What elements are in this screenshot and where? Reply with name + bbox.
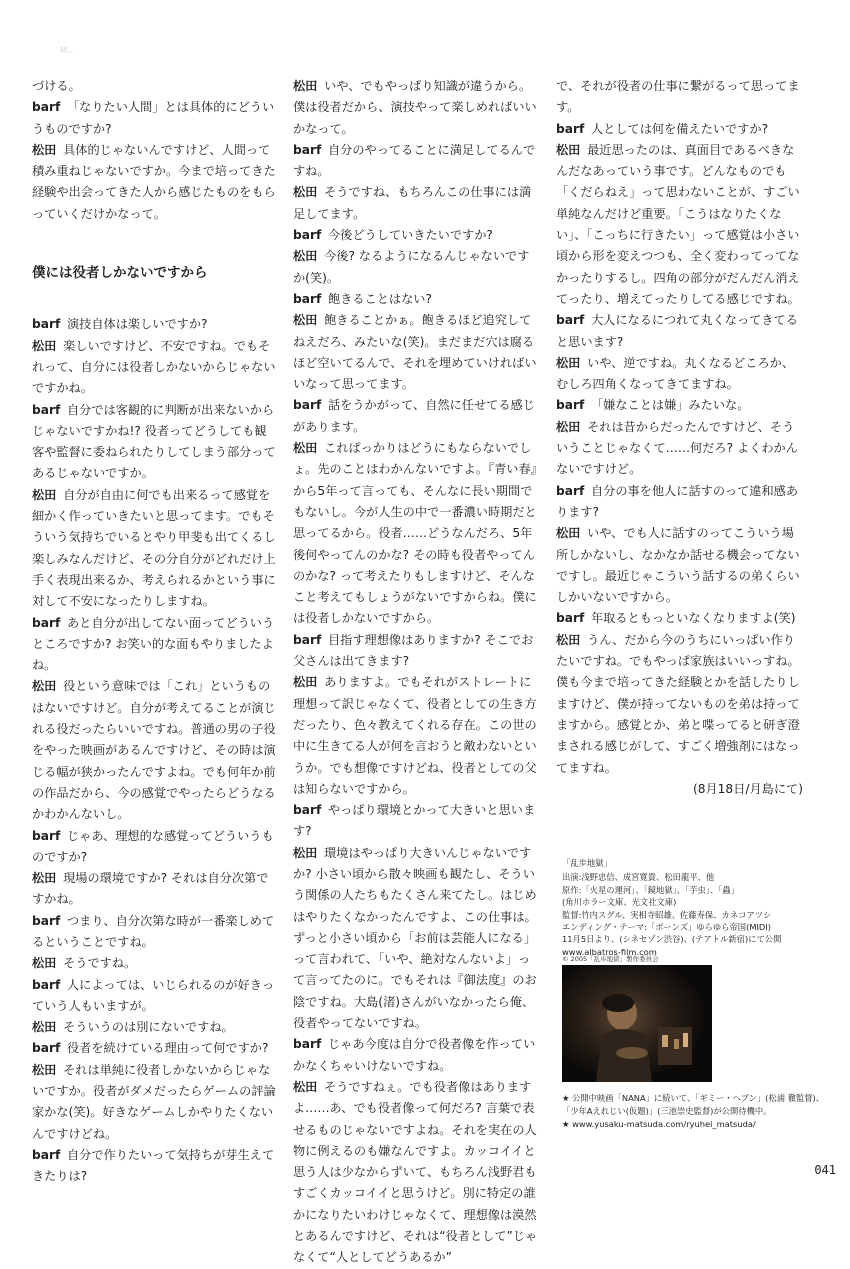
- dialogue-text: そうですね、もちろんこの仕事には満足してます。: [293, 185, 532, 221]
- paragraph: [556, 310, 803, 353]
- dialogue-text: そうですね。: [63, 956, 137, 971]
- info-link[interactable]: ★ www.yusaku-matsuda.com/ryuhei_matsuda/: [562, 1118, 756, 1129]
- paragraph: [293, 289, 540, 310]
- paragraph: [556, 140, 803, 310]
- paragraph: [32, 953, 278, 974]
- speaker-label: 松田: [556, 526, 581, 541]
- paragraph: [32, 826, 278, 869]
- speaker-label: barf: [32, 100, 61, 115]
- paragraph: [293, 1077, 540, 1269]
- speaker-label: barf: [293, 803, 322, 818]
- paragraph: [32, 140, 278, 225]
- paragraph: [556, 417, 803, 481]
- paragraph: [32, 975, 278, 1018]
- speaker-label: barf: [556, 313, 585, 328]
- paragraph: [32, 485, 278, 613]
- speaker-label: barf: [32, 615, 61, 630]
- speaker-label: barf: [293, 228, 322, 243]
- dialogue-text: それは昔からだったんですけど、そういうことじゃなくて……何だろ? よくわかんないですけど。: [556, 419, 798, 477]
- paragraph: [293, 225, 540, 246]
- dialogue-text: づける。: [32, 79, 81, 93]
- dialogue-text: これぱっかりはどうにもならないでしょ。先のことはわかんないですよ。『青い春』から5年って言っても、そんなに長い期間でもないし。今が人生の中で一番濃い時期だと思ってるから。役者……どうなんだろ、5年後何やってんのかな? その時も役者やってんのかな? って考えたりもしますけど、そんなこと考えてもしょうがないですからね。僕には役者しかないですから。: [293, 441, 537, 626]
- paragraph: [293, 672, 540, 800]
- speaker-label: 松田: [556, 632, 581, 647]
- credit-line: (角川ホラー文庫、光文社文庫): [562, 897, 677, 908]
- paragraph: [293, 246, 540, 289]
- dialogue-text: 環境はやっぱり大きいんじゃないですか? 小さい頃から散々映画も観たし、そういう関係の人たちもたくさん来てたし。はじめはやりたくなかったんですよ、この仕事は。ずっと小さい頃から「お前は芸能人になる」って言われて、「いや、絶対なんないよ」って言ってたのに。でもそれは『御法度』のお陰ですね。大島(渚)さんがいなかったら俺、役者やってないですね。: [293, 845, 537, 1031]
- credit-link[interactable]: www.albatros-film.com: [562, 946, 657, 957]
- film-credits: [562, 857, 832, 958]
- article-column-1: [32, 76, 278, 1188]
- film-still-photo: [562, 965, 712, 1082]
- paragraph: [556, 395, 803, 416]
- speaker-label: barf: [32, 913, 61, 928]
- speaker-label: barf: [32, 1147, 61, 1162]
- paragraph: [32, 613, 278, 677]
- speaker-label: 松田: [293, 675, 318, 690]
- paragraph: [556, 353, 803, 396]
- speaker-label: barf: [293, 398, 322, 413]
- speaker-label: 松田: [556, 142, 581, 157]
- speaker-label: 松田: [32, 338, 57, 353]
- interview-signoff: (8月18日/月島にて): [692, 781, 803, 796]
- speaker-label: 松田: [32, 487, 57, 502]
- dialogue-text: 具体的じゃないんですけど、人間って積み重ねじゃないですか。今まで培ってきた経験や出会ってきた人から感じたものをもらっていくだけかなって。: [32, 142, 276, 221]
- paragraph: [556, 76, 803, 119]
- dialogue-text: 大人になるにつれて丸くなってきてると思います?: [556, 313, 798, 349]
- speaker-label: barf: [556, 611, 585, 626]
- dialogue-text: うん、だから今のうちにいっぱい作りたいですね。でもやっぱ家族はいいっすね。僕も今まで培ってきた経験とかを話したりしますけど、僕が持ってないものを弟は持ってますから。感覚とか、弟と喋ってると研ぎ澄まされる感じがして、すごく増強剤にはなってますね。: [556, 632, 800, 775]
- speaker-label: 松田: [293, 185, 318, 200]
- speaker-label: 松田: [293, 441, 318, 456]
- film-still-illustration: [562, 965, 712, 1082]
- credit-line: エンディング・テーマ:「ボーンズ」ゆらゆら帝国(MIDI): [562, 922, 771, 933]
- credit-line: 11月5日より、(シネセゾン渋谷)、(テアトル新宿)にて公開: [562, 934, 782, 945]
- paragraph: [32, 676, 278, 825]
- dialogue-text: 自分のやってることに満足してるんですね。: [293, 142, 536, 179]
- paragraph: [556, 608, 803, 629]
- paragraph: [32, 336, 278, 400]
- dialogue-text: 年取るともっといなくなりますよ(笑): [590, 611, 796, 626]
- speaker-label: barf: [293, 291, 322, 306]
- film-title: 「乱歩地獄」: [562, 858, 612, 868]
- dialogue-text: 役者を続けている理由って何ですか?: [66, 1041, 269, 1056]
- paragraph: [293, 843, 540, 1035]
- dialogue-text: 演技自体は楽しいですか?: [66, 317, 208, 332]
- credit-line: 監督:竹内スグル、実相寺昭雄、佐藤寿保、カネコアツシ: [562, 909, 772, 920]
- speaker-label: 松田: [32, 1020, 57, 1035]
- speaker-label: 松田: [293, 845, 318, 860]
- dialogue-text: あと自分が出してない面ってどういうところですか? お笑い的な面もやりましたよね。: [32, 615, 275, 673]
- dialogue-text: いや、でも人に話すのってこういう場所しかないし、なかなか話せる機会ってないですし。最近じゃこういう話するの弟くらいしかいないですから。: [556, 526, 800, 605]
- paragraph: [32, 868, 278, 911]
- speaker-label: barf: [293, 1037, 322, 1052]
- article-column-3: [556, 76, 803, 800]
- speaker-label: barf: [556, 483, 585, 498]
- dialogue-text: 人によっては、いじられるのが好きっていう人もいますが。: [32, 977, 275, 1013]
- page-number: 041: [814, 1163, 836, 1177]
- paragraph: [293, 310, 540, 395]
- dialogue-text: いや、でもやっぱり知識が違うから。僕は役者だから、演技やって楽しめればいいかなって。: [293, 79, 537, 136]
- speaker-label: barf: [556, 398, 585, 413]
- paragraph: [293, 140, 540, 183]
- speaker-label: barf: [293, 142, 322, 157]
- dialogue-text: 人としては何を備えたいですか?: [590, 121, 769, 136]
- dialogue-text: それは単純に役者しかないからじゃないですか。役者がダメだったらゲームの評論家かな(笑)。好きなゲームしかやりたくないんですけどね。: [32, 1062, 276, 1141]
- paragraph: [32, 1060, 278, 1145]
- paragraph: [32, 400, 278, 485]
- faint-mark: M…: [60, 46, 75, 55]
- dialogue-text: 自分が自由に何でも出来るって感覚を細かく作っていきたいと思ってます。でもそういう気持ちでいるとやり甲斐も出てくるし楽しみなんだけど、その分自分がどれだけ上手く表現出来るか、考えられるかという事に対して不安になったりしますね。: [32, 487, 276, 609]
- dialogue-text: 話をうかがって、自然に任せてる感じがあります。: [293, 398, 535, 434]
- info-note: ★ 公開中映画「NANA」に続いて、「ギミー・ヘブン」(松浦 徹監督)、「少年Aえれじい(仮題)」(三池崇史監督)が公開待機中。: [562, 1093, 825, 1116]
- paragraph: [32, 1017, 278, 1038]
- paragraph: [32, 97, 278, 140]
- speaker-label: barf: [32, 977, 61, 992]
- paragraph: [556, 481, 803, 524]
- dialogue-text: 現場の環境ですか? それは自分次第ですかね。: [32, 871, 269, 907]
- speaker-label: 松田: [32, 871, 57, 886]
- paragraph: [32, 911, 278, 954]
- speaker-label: barf: [32, 402, 61, 417]
- paragraph: [293, 1034, 540, 1077]
- dialogue-text: じゃあ、理想的な感覚ってどういうものですか?: [32, 828, 274, 864]
- credit-line: 出演:浅野忠信、成宮寛貴、松田龍平、他: [562, 872, 715, 883]
- dialogue-text: 「嫌なことは嫌」みたいな。: [590, 398, 750, 413]
- speaker-label: 松田: [32, 142, 57, 157]
- dialogue-text: 目指す理想像はありますか? そこでお父さんは出てきます?: [293, 632, 534, 669]
- credit-line: 原作:「火星の運河」、「鏡地獄」、「芋虫」、「蟲」: [562, 884, 740, 895]
- speaker-label: 松田: [556, 419, 581, 434]
- dialogue-text: 飽きることかぁ。飽きるほど追究してねえだろ、みたいな(笑)。まだまだ穴は腐るほど空いてるんで、それを埋めていければいいなって思ってます。: [293, 313, 537, 392]
- speaker-label: 松田: [32, 1062, 57, 1077]
- article-column-2: [293, 76, 540, 1269]
- dialogue-text: 自分の事を他人に話すのって違和感あります?: [556, 483, 799, 519]
- paragraph: [556, 119, 803, 140]
- speaker-label: barf: [32, 317, 61, 332]
- dialogue-text: いや、逆ですね。丸くなるどころか、むしろ四角くなってきてますね。: [556, 355, 795, 392]
- dialogue-text: そういうのは別にないですね。: [63, 1020, 234, 1035]
- speaker-label: barf: [556, 121, 585, 136]
- dialogue-text: じゃあ今度は自分で役者像を作っていかなくちゃいけないですね。: [293, 1037, 536, 1073]
- paragraph: [32, 1038, 278, 1059]
- speaker-label: barf: [293, 632, 322, 647]
- info-notes: [562, 1092, 832, 1130]
- copyright-notice: © 2005「乱歩地獄」製作委員会: [562, 955, 659, 963]
- dialogue-text: やっぱり環境とかって大きいと思います?: [293, 803, 536, 839]
- dialogue-text: 最近思ったのは、真面目であるべきなんだなあっていう事です。どんなものでも「くだらねえ」って思わないことが、すごい単純なんだけど重要。「こうはなりたくない」、「こっちに行きたい」って感覚は小さい頃から形を変えつつも、全く変わってってなかったりするし。四角の部分がだんだん消えてったり、増えてったりしてる感じですね。: [556, 142, 800, 306]
- speaker-label: 松田: [32, 679, 57, 694]
- dialogue-text: で、それが役者の仕事に繋がるって思ってます。: [556, 79, 800, 115]
- paragraph: [556, 630, 803, 779]
- dialogue-text: 今後どうしていきたいですか?: [327, 228, 493, 243]
- dialogue-text: 楽しいですけど、不安ですね。でもそれって、自分には役者しかないからじゃないですかね。: [32, 338, 276, 396]
- section-heading: 僕には役者しかないですから: [32, 265, 208, 282]
- dialogue-text: 飽きることはない?: [327, 291, 432, 306]
- speaker-label: barf: [32, 828, 61, 843]
- speaker-label: 松田: [32, 956, 57, 971]
- dialogue-text: 今後? なるようになるんじゃないですか(笑)。: [293, 249, 530, 285]
- paragraph: [32, 76, 278, 97]
- dialogue-text: 自分では客観的に判断が出来ないからじゃないですかね!? 役者ってどうしても観客や監督に委ねられたりしてしまう部分ってあるじゃないですか。: [32, 402, 276, 481]
- speaker-label: 松田: [556, 355, 581, 370]
- speaker-label: barf: [32, 1041, 61, 1056]
- paragraph: [293, 438, 540, 630]
- paragraph: [293, 76, 540, 140]
- paragraph: [293, 395, 540, 438]
- dialogue-text: そうですねぇ。でも役者像はありますよ……あ、でも役者像って何だろ? 言葉で表せるものじゃないですよね。それを実在の人物に例えるのも嫌なんですよ。カッコイイと思う人は少なからずいて、もちろん浅野君もすごくカッコイイと思うけど。別に特定の誰かになりたいわけじゃなくて、理想像は漠然とあるんですけど、それは“役者として”じゃなくて“人としてどうあるか”: [293, 1079, 538, 1265]
- paragraph: [293, 800, 540, 843]
- paragraph: [293, 182, 540, 225]
- speaker-label: 松田: [293, 79, 318, 93]
- dialogue-text: 役という意味では「これ」というものはないですけど。自分が考えてることが演じれる役だったらいいですね。普通の男の子役をやった映画があるんですけど、その時は演じる幅が狭かったんですよね。でも何年か前の作品だから、今の感覚でやったらどうなるかわかんないし。: [32, 679, 276, 822]
- speaker-label: 松田: [293, 313, 318, 328]
- paragraph: [32, 1145, 278, 1188]
- paragraph: [556, 523, 803, 608]
- paragraph: [32, 314, 278, 335]
- paragraph: [293, 630, 540, 673]
- speaker-label: 松田: [293, 1079, 318, 1094]
- dialogue-text: つまり、自分次第な時が一番楽しめてるということですね。: [32, 913, 275, 949]
- dialogue-text: ありますよ。でもそれがストレートに理想って訳じゃなくて、役者としての生き方だったり、色々教えてくれる存在。この世の中に生きてる人が何を言おうと敵わないというか。でも想像ですけどね、役者としての父は知らないですから。: [293, 675, 537, 796]
- dialogue-text: 「なりたい人間」とは具体的にどういうものですか?: [32, 100, 275, 136]
- dialogue-text: 自分で作りたいって気持ちが芽生えてきたりは?: [32, 1147, 275, 1184]
- speaker-label: 松田: [293, 249, 318, 264]
